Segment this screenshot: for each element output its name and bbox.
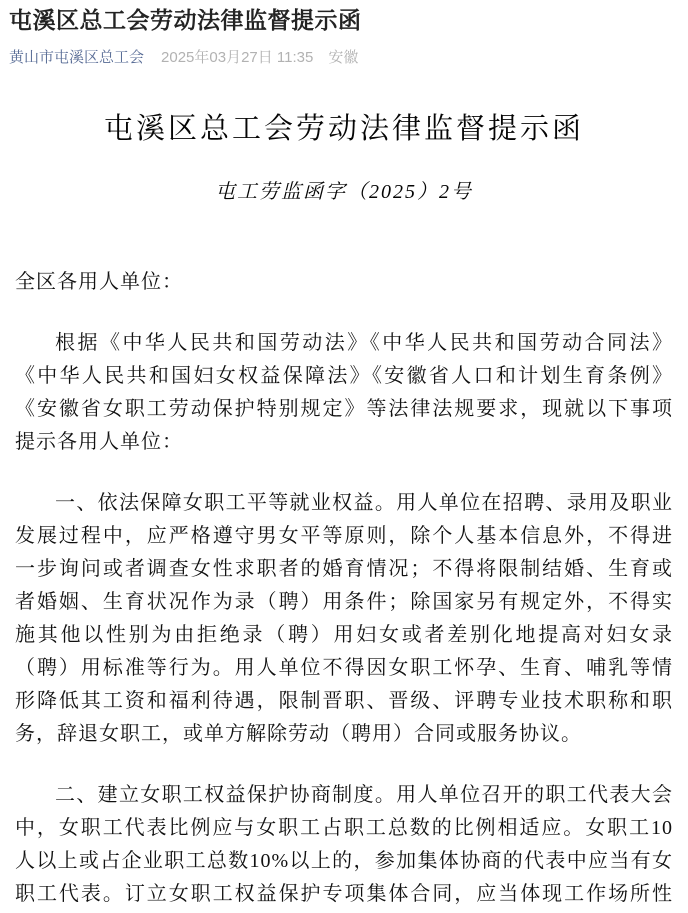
account-name-link[interactable]: 黄山市屯溪区总工会 bbox=[9, 49, 145, 66]
publish-region: 安徽 bbox=[328, 49, 359, 66]
text-line: 发展过程中，应严格遵守男女平等原则，除个人基本信息外，不得进 bbox=[15, 525, 673, 547]
publish-date: 2025年03月27日 11:35 bbox=[161, 49, 314, 66]
text-line: 人以上或占企业职工总数10%以上的，参加集体协商的代表中应当有女 bbox=[15, 850, 673, 872]
paragraph bbox=[15, 487, 673, 751]
text-line: 根据《中华人民共和国劳动法》《中华人民共和国劳动合同法》 bbox=[55, 332, 673, 354]
document-body bbox=[0, 111, 688, 913]
article-meta bbox=[0, 48, 688, 68]
document-title: 屯溪区总工会劳动法律监督提示函 bbox=[103, 113, 584, 145]
text-line: 《中华人民共和国妇女权益保障法》《安徽省人口和计划生育条例》 bbox=[15, 365, 673, 387]
paragraphs-container bbox=[15, 327, 673, 911]
paragraph bbox=[15, 327, 673, 459]
text-line: 提示各用人单位： bbox=[15, 431, 183, 453]
text-line: 者婚姻、生育状况作为录（聘）用条件；除国家另有规定外，不得实 bbox=[15, 591, 673, 613]
paragraph bbox=[15, 779, 673, 911]
document-number: 屯工劳监函字（2025）2号 bbox=[215, 181, 473, 203]
text-line: 中，女职工代表比例应与女职工占职工总数的比例相适应。女职工10 bbox=[15, 817, 673, 839]
text-line: （聘）用标准等行为。用人单位不得因女职工怀孕、生育、哺乳等情 bbox=[15, 657, 673, 679]
text-line: 形降低其工资和福利待遇，限制晋职、晋级、评聘专业技术职称和职 bbox=[15, 690, 673, 712]
text-line: 务，辞退女职工，或单方解除劳动（聘用）合同或服务协议。 bbox=[15, 723, 582, 745]
text-line: 一、依法保障女职工平等就业权益。用人单位在招聘、录用及职业 bbox=[55, 492, 673, 514]
text-line: 职工代表。订立女职工权益保护专项集体合同，应当体现工作场所性 bbox=[15, 883, 673, 905]
salutation: 全区各用人单位： bbox=[15, 271, 183, 293]
page-title: 屯溪区总工会劳动法律监督提示函 bbox=[9, 7, 362, 33]
text-line: 一步询问或者调查女性求职者的婚育情况；不得将限制结婚、生育或 bbox=[15, 558, 673, 580]
text-line: 《安徽省女职工劳动保护特别规定》等法律法规要求，现就以下事项 bbox=[15, 398, 673, 420]
text-line: 施其他以性别为由拒绝录（聘）用妇女或者差别化地提高对妇女录 bbox=[15, 624, 673, 646]
text-line: 二、建立女职工权益保护协商制度。用人单位召开的职工代表大会 bbox=[55, 784, 673, 806]
